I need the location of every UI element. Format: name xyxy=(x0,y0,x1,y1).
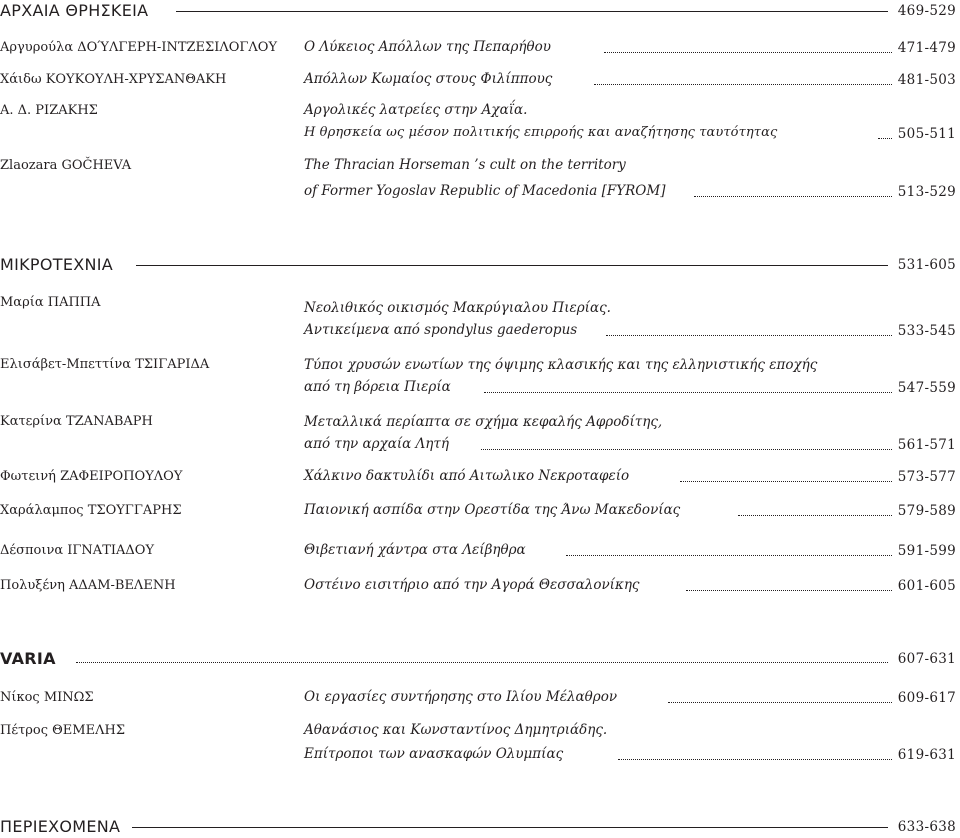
entry-title-line2[interactable]: of Former Yogoslav Republic of Macedonia [FYROM] xyxy=(304,183,666,199)
section-header-archaia xyxy=(0,0,956,22)
entry-author: Κατερίνα ΤΖΑΝΑΒΑΡΗ xyxy=(0,414,153,429)
entry-title[interactable]: Θιβετιανή χάντρα στα Λείβηθρα xyxy=(304,542,526,558)
entry-title[interactable]: Νεολιθικός οικισμός Μακρύγιαλου Πιερίας. xyxy=(304,300,611,316)
section-header-mikrotexnia xyxy=(0,254,956,276)
entry-pages: 481-503 xyxy=(897,72,956,88)
entry-title-line2[interactable]: Επίτροποι των ανασκαφών Ολυμπίας xyxy=(304,746,564,762)
section-rule xyxy=(176,11,888,12)
leader-dots xyxy=(604,52,892,53)
entry-author: Χάιδω ΚΟΥΚΟΥΛΗ-ΧΡΥΣΑΝΘΑΚΗ xyxy=(0,72,227,87)
leader-dots xyxy=(738,515,892,516)
entry-author: Μαρία ΠΑΠΠΑ xyxy=(0,295,101,310)
entry-author: Νίκος ΜΙΝΩΣ xyxy=(0,690,94,705)
entry-author: Ελισάβετ-Μπεττίνα ΤΣΙΓΑΡΙΔΑ xyxy=(0,357,210,372)
entry-title-line2[interactable]: από τη βόρεια Πιερία xyxy=(304,379,451,395)
entry-author: Zlaozara GOČHEVA xyxy=(0,158,132,173)
leader-dots xyxy=(481,449,892,450)
entry-title[interactable]: Αργολικές λατρείες στην Αχαΐα. xyxy=(304,102,528,118)
leader-dots xyxy=(618,759,892,760)
section-pages: 531-605 xyxy=(897,257,956,273)
leader-dots xyxy=(668,702,892,703)
entry-title[interactable]: Μεταλλικά περίαπτα σε σχήμα κεφαλής Αφροδίτης, xyxy=(304,414,663,430)
leader-dots xyxy=(680,481,892,482)
leader-dots xyxy=(694,196,892,197)
section-pages: 607-631 xyxy=(897,651,956,667)
entry-title[interactable]: Χάλκινο δακτυλίδι από Αιτωλικο Νεκροταφείο xyxy=(304,468,630,484)
section-title: ΜΙΚΡΟΤΕΧΝΙΑ xyxy=(0,255,114,274)
entry-title-line2[interactable]: από την αρχαία Λητή xyxy=(304,436,449,452)
section-header-periexomena xyxy=(0,816,956,838)
entry-author: Φωτεινή ΖΑΦΕΙΡΟΠΟΥΛΟΥ xyxy=(0,469,183,484)
entry-author: Αργυρούλα ΔΟΎΛΓΕΡΗ-ΙΝΤΖΕΣΙΛΟΓΛΟΥ xyxy=(0,40,278,55)
entry-title[interactable]: Αθανάσιος και Κωνσταντίνος Δημητριάδης. xyxy=(304,722,608,738)
entry-title[interactable]: Οστέινο εισιτήριο από την Αγορά Θεσσαλονίκης xyxy=(304,577,640,593)
entry-pages: 619-631 xyxy=(897,747,956,763)
entry-pages: 579-589 xyxy=(897,503,956,519)
entry-author: Χαράλαμπος ΤΣΟΥΓΓΑΡΗΣ xyxy=(0,503,182,518)
entry-title[interactable]: The Thracian Horseman ’s cult on the territory xyxy=(304,157,626,173)
leader-dots xyxy=(686,590,892,591)
leader-dots xyxy=(594,84,892,85)
leader-dots xyxy=(484,392,892,393)
entry-pages: 601-605 xyxy=(897,578,956,594)
leader-dots xyxy=(878,138,892,139)
section-title: ΑΡΧΑΙΑ ΘΡΗΣΚΕΙΑ xyxy=(0,1,149,20)
entry-pages: 533-545 xyxy=(897,323,956,339)
entry-title[interactable]: Τύποι χρυσών ενωτίων της όψιμης κλασικής και της ελληνιστικής εποχής xyxy=(304,357,818,373)
entry-pages: 547-559 xyxy=(897,380,956,396)
section-rule xyxy=(132,827,888,828)
leader-dots xyxy=(566,555,892,556)
entry-title[interactable]: Απόλλων Κωμαίος στους Φιλίππους xyxy=(304,71,553,87)
entry-title-line2[interactable]: Αντικείμενα από spondylus gaederopus xyxy=(304,322,578,338)
section-pages: 469-529 xyxy=(897,3,956,19)
entry-pages: 513-529 xyxy=(897,184,956,200)
entry-title[interactable]: Οι εργασίες συντήρησης στο Ιλίου Μέλαθρον xyxy=(304,689,618,705)
entry-title[interactable]: Παιονική ασπίδα στην Ορεστίδα της Άνω Μακεδονίας xyxy=(304,502,681,518)
section-title: ΠΕΡΙΕΧΟΜΕΝΑ xyxy=(0,817,121,836)
entry-author: Α. Δ. ΡΙΖΑΚΗΣ xyxy=(0,103,98,118)
entry-pages: 609-617 xyxy=(897,690,956,706)
entry-pages: 591-599 xyxy=(897,543,956,559)
entry-pages: 471-479 xyxy=(897,40,956,56)
section-leader xyxy=(76,662,888,663)
section-pages: 633-638 xyxy=(897,819,956,835)
section-header-varia xyxy=(0,648,956,670)
entry-author: Δέσποινα ΙΓΝΑΤΙΑΔΟΥ xyxy=(0,543,155,558)
entry-author: Πέτρος ΘΕΜΕΛΗΣ xyxy=(0,723,126,738)
entry-title-line2[interactable]: Η θρησκεία ως μέσον πολιτικής επιρροής και αναζήτησης ταυτότητας xyxy=(304,125,778,140)
section-title: VARIA xyxy=(0,649,56,668)
leader-dots xyxy=(606,335,892,336)
entry-title[interactable]: Ο Λύκειος Απόλλων της Πεπαρήθου xyxy=(304,39,551,55)
entry-pages: 573-577 xyxy=(897,469,956,485)
entry-author: Πολυξένη ΑΔΑΜ-ΒΕΛΕΝΗ xyxy=(0,578,176,593)
entry-pages: 505-511 xyxy=(897,126,956,142)
section-rule xyxy=(136,265,888,266)
entry-pages: 561-571 xyxy=(897,437,956,453)
